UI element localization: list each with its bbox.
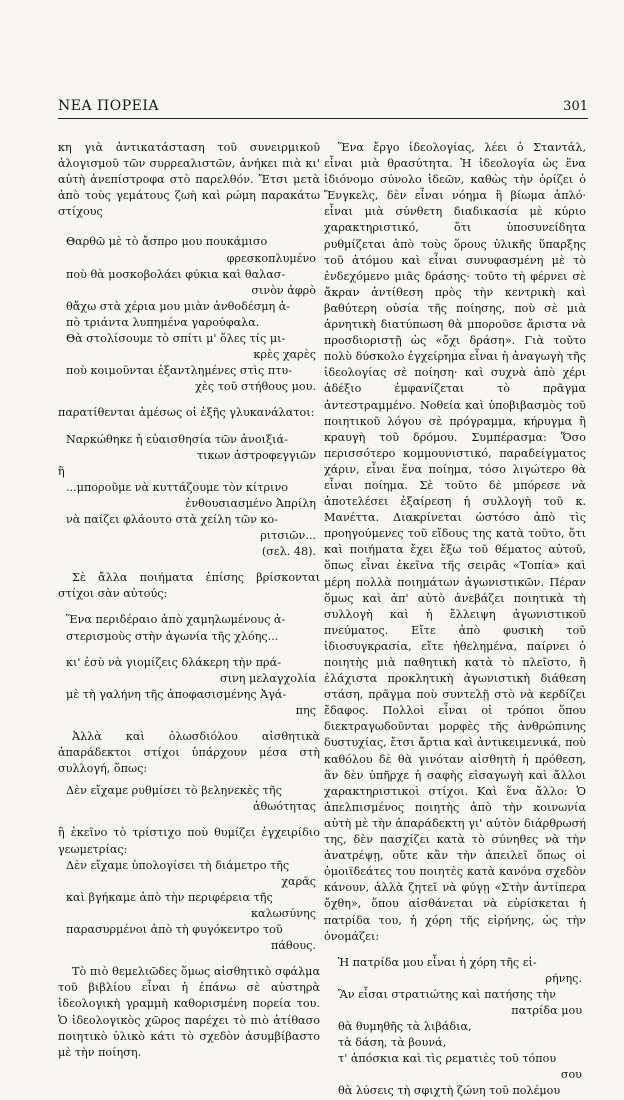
poem-6 xyxy=(58,858,320,955)
verse-line: θὰ λύσεις τὴ σφιχτὴ ζώνη τοῦ πολέμου xyxy=(338,1084,561,1098)
poem-2-separator: ἢ xyxy=(58,464,65,478)
verse-continuation: ριτσιῶν... xyxy=(260,529,316,543)
verse-continuation: καλωσύνης xyxy=(251,906,316,920)
poem-3 xyxy=(58,612,320,644)
verse-continuation: τικων ἀστροφεγγιῶν xyxy=(196,448,316,462)
verse-line: ποὺ κοιμοῦνται ἐξαντλημένες στὶς πτυ- xyxy=(66,364,293,378)
poem-2b xyxy=(58,480,320,544)
verse-continuation: σινη μελαγχολία xyxy=(219,671,316,685)
verse-line: Δὲν εἴχαμε ρυθμίσει τὸ βεληνεκὲς τῆς xyxy=(66,784,282,798)
verse-line: Ἂν εἶσαι στρατιώτης καὶ πατήσης τὴν xyxy=(338,987,556,1001)
verse-line: θἄχω στὰ χέρια μου μιὰν ἀνθοδέσμη ἀ- xyxy=(66,299,291,313)
verse-continuation: χὲς τοῦ στήθους μου. xyxy=(195,380,316,394)
verse-line: κι' ἐσὺ νὰ γιομίζεις δλάκερη τὴν πρά- xyxy=(66,655,281,669)
verse-continuation: ἐνθουσιασμένο Ἀπρίλη xyxy=(185,496,316,510)
poem-1 xyxy=(58,234,320,395)
verse-continuation: σινὸν ἀφρὸ xyxy=(251,283,316,297)
verse-line: ποὺ θὰ μοσκοβολάει φύκια καὶ θαλασ- xyxy=(66,267,286,281)
poem-4 xyxy=(58,655,320,719)
page-header xyxy=(58,98,588,114)
verse-line: Θαρθῶ μὲ τὸ ἄσπρο μου πουκάμισο xyxy=(66,235,268,249)
verse-line: Ἡ πατρίδα μου εἶναι ἡ χόρη τῆς εἰ- xyxy=(338,955,537,969)
verse-line: παρασυρμένοι ἀπὸ τὴ φυγόκεντρο τοῦ xyxy=(66,923,283,937)
right-paragraph-1: Ἕνα ἔργο ἰδεολογίας, λέει ὁ Σταντάλ, εἶναι μιὰ θρασύτητα. Ἡ ἰδεολογία ὡς ἕνα ἰδιόνομο σύνολο ἰδεῶν, καθὼς τὴν ὁρίζει ὁ Ἔνγκελς, δὲν εἶναι νόημα ἢ βίωμα ἁπλό· εἶναι μιὰ σύνθετη διαδικασία μὲ κύριο χαρακτηριστικό, ὅτι ὑποσυνείδητα ρυθμίζεται ἀπὸ τοὺς ὅρους ὑλικῆς ὕπαρξης τοῦ ἀτόμου καὶ εἶναι συνυφασμένη μὲ τὸ ἐνδεχόμενο μιᾶς δράσης· τοῦτο τὴ φέρνει σὲ ἄκραν ἀντίθεση πρὸς τὴν κεντρικὴ καὶ βαθύτερη οὐσία τῆς ποίησης, ποὺ σὲ μιὰ ἀρνητικὴ διατύπωση θὰ μποροῦσε ἄριστα νὰ προσδιοριστῇ ὡς «ὄχι δράση». Γιὰ τοῦτο πολὺ δύσκολο ἐγχείρημα εἶναι ἡ ἀναγωγὴ τῆς ἰδεολογίας σὲ ποίηση· καὶ συχνὰ ἀπὸ χέρι ἀδέξιο ἐμφανίζεται τὸ πρᾶγμα ἀντεστραμμένο. Νοθεία καὶ ὑποβιβασμὸς τοῦ ποιητικοῦ λόγου σὲ πρόγραμμα, κήρυγμα ἢ κραυγὴ τοῦ δρόμου. Συμπέρασμα: Ὅσο περισσότερο κομμουνιστικό, παραδείγματος χάριν, εἶναι ἕνα ποίημα, τόσο λιγώτερο θὰ εἶναι ποίημα. Σὲ τοῦτο δὲ μπόρεσε νὰ ἀποτελέσει ἐξαίρεση ἡ συλλογὴ τοῦ κ. Μανέττα. Διακρίνεται ὡστόσο ἀπὸ τὶς προηγούμενες τοῦ εἴδους της κατὰ τοῦτο, ὅτι καὶ ποιήματα ἔχει ἔξω τοῦ θέματος αὐτοῦ, ὅπως εἶναι ἐκεῖνα τῆς σειρᾶς «Τοπία» καὶ μέρη πολλὰ ποιημάτων ἀγωνιστικῶν. Πέραν ὅμως καὶ ἀπ' αὐτὸ ἀνεβάζει ποιητικὰ τὴ συλλογὴ καὶ ἡ ἔλλειψη ἀγωνιστικοῦ πνεύματος. Εἴτε ἀπὸ φυσικὴ τοῦ ἰδιοσυγκρασία, εἴτε ἠθελημένα, παίρνει ὁ ποιητὴς μιὰ παθητικὴ κατὰ τὸ πλεῖστο, ἢ ἐλάχιστα προκλητικὴ ἀγωνιστικὴ διάθεση στάση, πρᾶγμα ποὺ συντελῇ στὸ νὰ κερδίζει ἔδαφος. Πολλοὶ εἶναι οἱ τρόποι ὅπου διεκτραγωδοῦνται μορφὲς τῆς ἀνθρώπινης δυστυχίας, ἔτσι ἄρτια καὶ ἀντικειμενικά, ποὺ καθόλου δὲ θὰ γινόταν αἰσθητὴ ἡ πρόθεση, ἂν δὲν ὑπῆρχε ἡ σαφὴς εἰσαγωγὴ καὶ ἄλλοι χαρακτηριστικοὶ στίχοι. Καὶ ἕνα ἄλλο: Ὁ ἀπελπισμένος ποιητὴς ἀπὸ τὴν κοινωνία αὐτὴ μὲ τὴν ἀπαράδεκτη γι' αὐτὸν διάρθρωσή της, δὲν πασχίζει κατὰ τὸ σύνηθες νὰ τὴν ἀνατρέψῃ, οὔτε κἂν τὴν ἀπειλεῖ ὅπως οἱ ὁμοιϊδεάτες του ποιητὲς κατὰ κανόνα σχεδὸν κάνουν, ἀλλὰ ζητεῖ νὰ φύγῃ «Στὴν ἀντίπερα ὄχθη», ὅπου αἰσθάνεται νὰ εὑρίσκεται ἡ πατρίδα του, ἡ χόρη τῆς εἰρήνης, ὡς τὴν ὀνομάζει: xyxy=(324,141,586,943)
citation: (σελ. 48). xyxy=(261,545,316,559)
left-paragraph-4: Ἀλλὰ καὶ ὁλωσδιόλου αἰσθητικὰ ἀπαράδεκτοι στίχοι ὑπάρχουν μέσα στὴ συλλογή, ὅπως: xyxy=(58,730,320,776)
verse-line: τὰ δάση, τὰ βουνά, xyxy=(338,1036,447,1050)
page-number: 301 xyxy=(563,99,588,114)
verse-continuation: πατρίδα μου xyxy=(511,1003,582,1017)
verse-line: Ναρκώθηκε ἡ εὐαισθησία τῶν ἀνοιξιά- xyxy=(66,432,288,446)
left-paragraph-5: ἢ ἐκεῖνο τὸ τρίστιχο ποὺ θυμίζει ἐγχειρίδιο γεωμετρίας: xyxy=(58,826,320,856)
verse-line: τ' ἀπόσκια καὶ τὶς ρεματιὲς τοῦ τόπου xyxy=(338,1052,557,1066)
verse-line: νὰ παίζει φλάουτο στὰ χείλη τῶν κο- xyxy=(66,512,278,526)
verse-line: ...μποροῦμε νὰ κυττάζουμε τὸν κίτρινο xyxy=(66,480,288,494)
header-rule xyxy=(58,118,588,119)
verse-continuation: φρεσκοπλυμένο xyxy=(226,251,316,265)
verse-continuation: πης xyxy=(295,703,316,717)
left-paragraph-3: Σὲ ἄλλα ποιήματα ἐπίσης βρίσκονται στίχοι σὰν αὐτούς: xyxy=(58,571,320,601)
left-paragraph-6: Τὸ πιὸ θεμελιῶδες ὅμως αἰσθητικὸ σφάλμα τοῦ βιβλίου εἶναι ἡ ἐπάνω σὲ αὐστηρὰ ἰδεολογικὴ γραμμὴ καθορισμένη πορεία του. Ὁ ἰδεολογικὸς χῶρος παρέχει τὸ πιὸ ἀτίθασο ποιητικὸ ὑλικὸ κάτι τὸ σχεδὸν ἀσυμβίβαστο μὲ τὴν ποίηση. xyxy=(58,965,320,1059)
poem-7 xyxy=(324,955,586,1100)
left-paragraph-2: παρατίθενται ἀμέσως οἱ ἑξῆς γλυκανάλατοι: xyxy=(58,406,315,420)
verse-continuation: χαρᾶς xyxy=(281,874,316,888)
verse-continuation: ρήνης. xyxy=(545,971,582,985)
verse-line: στερισμοὺς στὴν ἀγωνία τῆς χλόης... xyxy=(66,629,279,643)
poem-5 xyxy=(58,783,320,815)
verse-line: μὲ τὴ γαλήνη τῆς ἀποφασισμένης Ἀγά- xyxy=(66,687,287,701)
right-column xyxy=(324,140,586,1100)
verse-line: πὸ τριάντα λυπημένα γαρούφαλα. xyxy=(66,315,260,329)
verse-continuation: ἀθωότητας xyxy=(252,800,316,814)
verse-line: καὶ βγήκαμε ἀπὸ τὴν περιφέρεια τῆς xyxy=(66,890,273,904)
verse-line: θὰ θυμηθῆς τὰ λιβάδια, xyxy=(338,1020,472,1034)
verse-line: Ἕνα περιδέραιο ἀπὸ χαμηλωμένους ἀ- xyxy=(66,613,286,627)
journal-title: ΝΕΑ ΠΟΡΕΙΑ xyxy=(58,98,159,114)
verse-continuation: κρὲς χαρὲς xyxy=(253,348,316,362)
verse-line: Θὰ στολίσουμε τὸ σπίτι μ' ὅλες τίς μι- xyxy=(66,332,286,346)
verse-continuation: πάθους. xyxy=(270,939,316,953)
left-paragraph-1: κη γιὰ ἀντικατάσταση τοῦ συνειρμικοῦ ἀλογισμοῦ τῶν συρρεαλιστῶν, ἀνήκει πιὰ κι' αὐτὴ ἀνεπίστροφα στὸ παρελθόν. Ἔτσι μετὰ ἀπὸ τοὺς γεμάτους ζωὴ καὶ ρώμη παρακάτω στίχους xyxy=(58,141,320,219)
left-column xyxy=(58,140,320,1061)
verse-line: Δὲν εἴχαμε ὑπολογίσει τὴ διάμετρο τῆς xyxy=(66,858,290,872)
poem-2a xyxy=(58,432,320,464)
verse-continuation: σου xyxy=(560,1068,582,1082)
